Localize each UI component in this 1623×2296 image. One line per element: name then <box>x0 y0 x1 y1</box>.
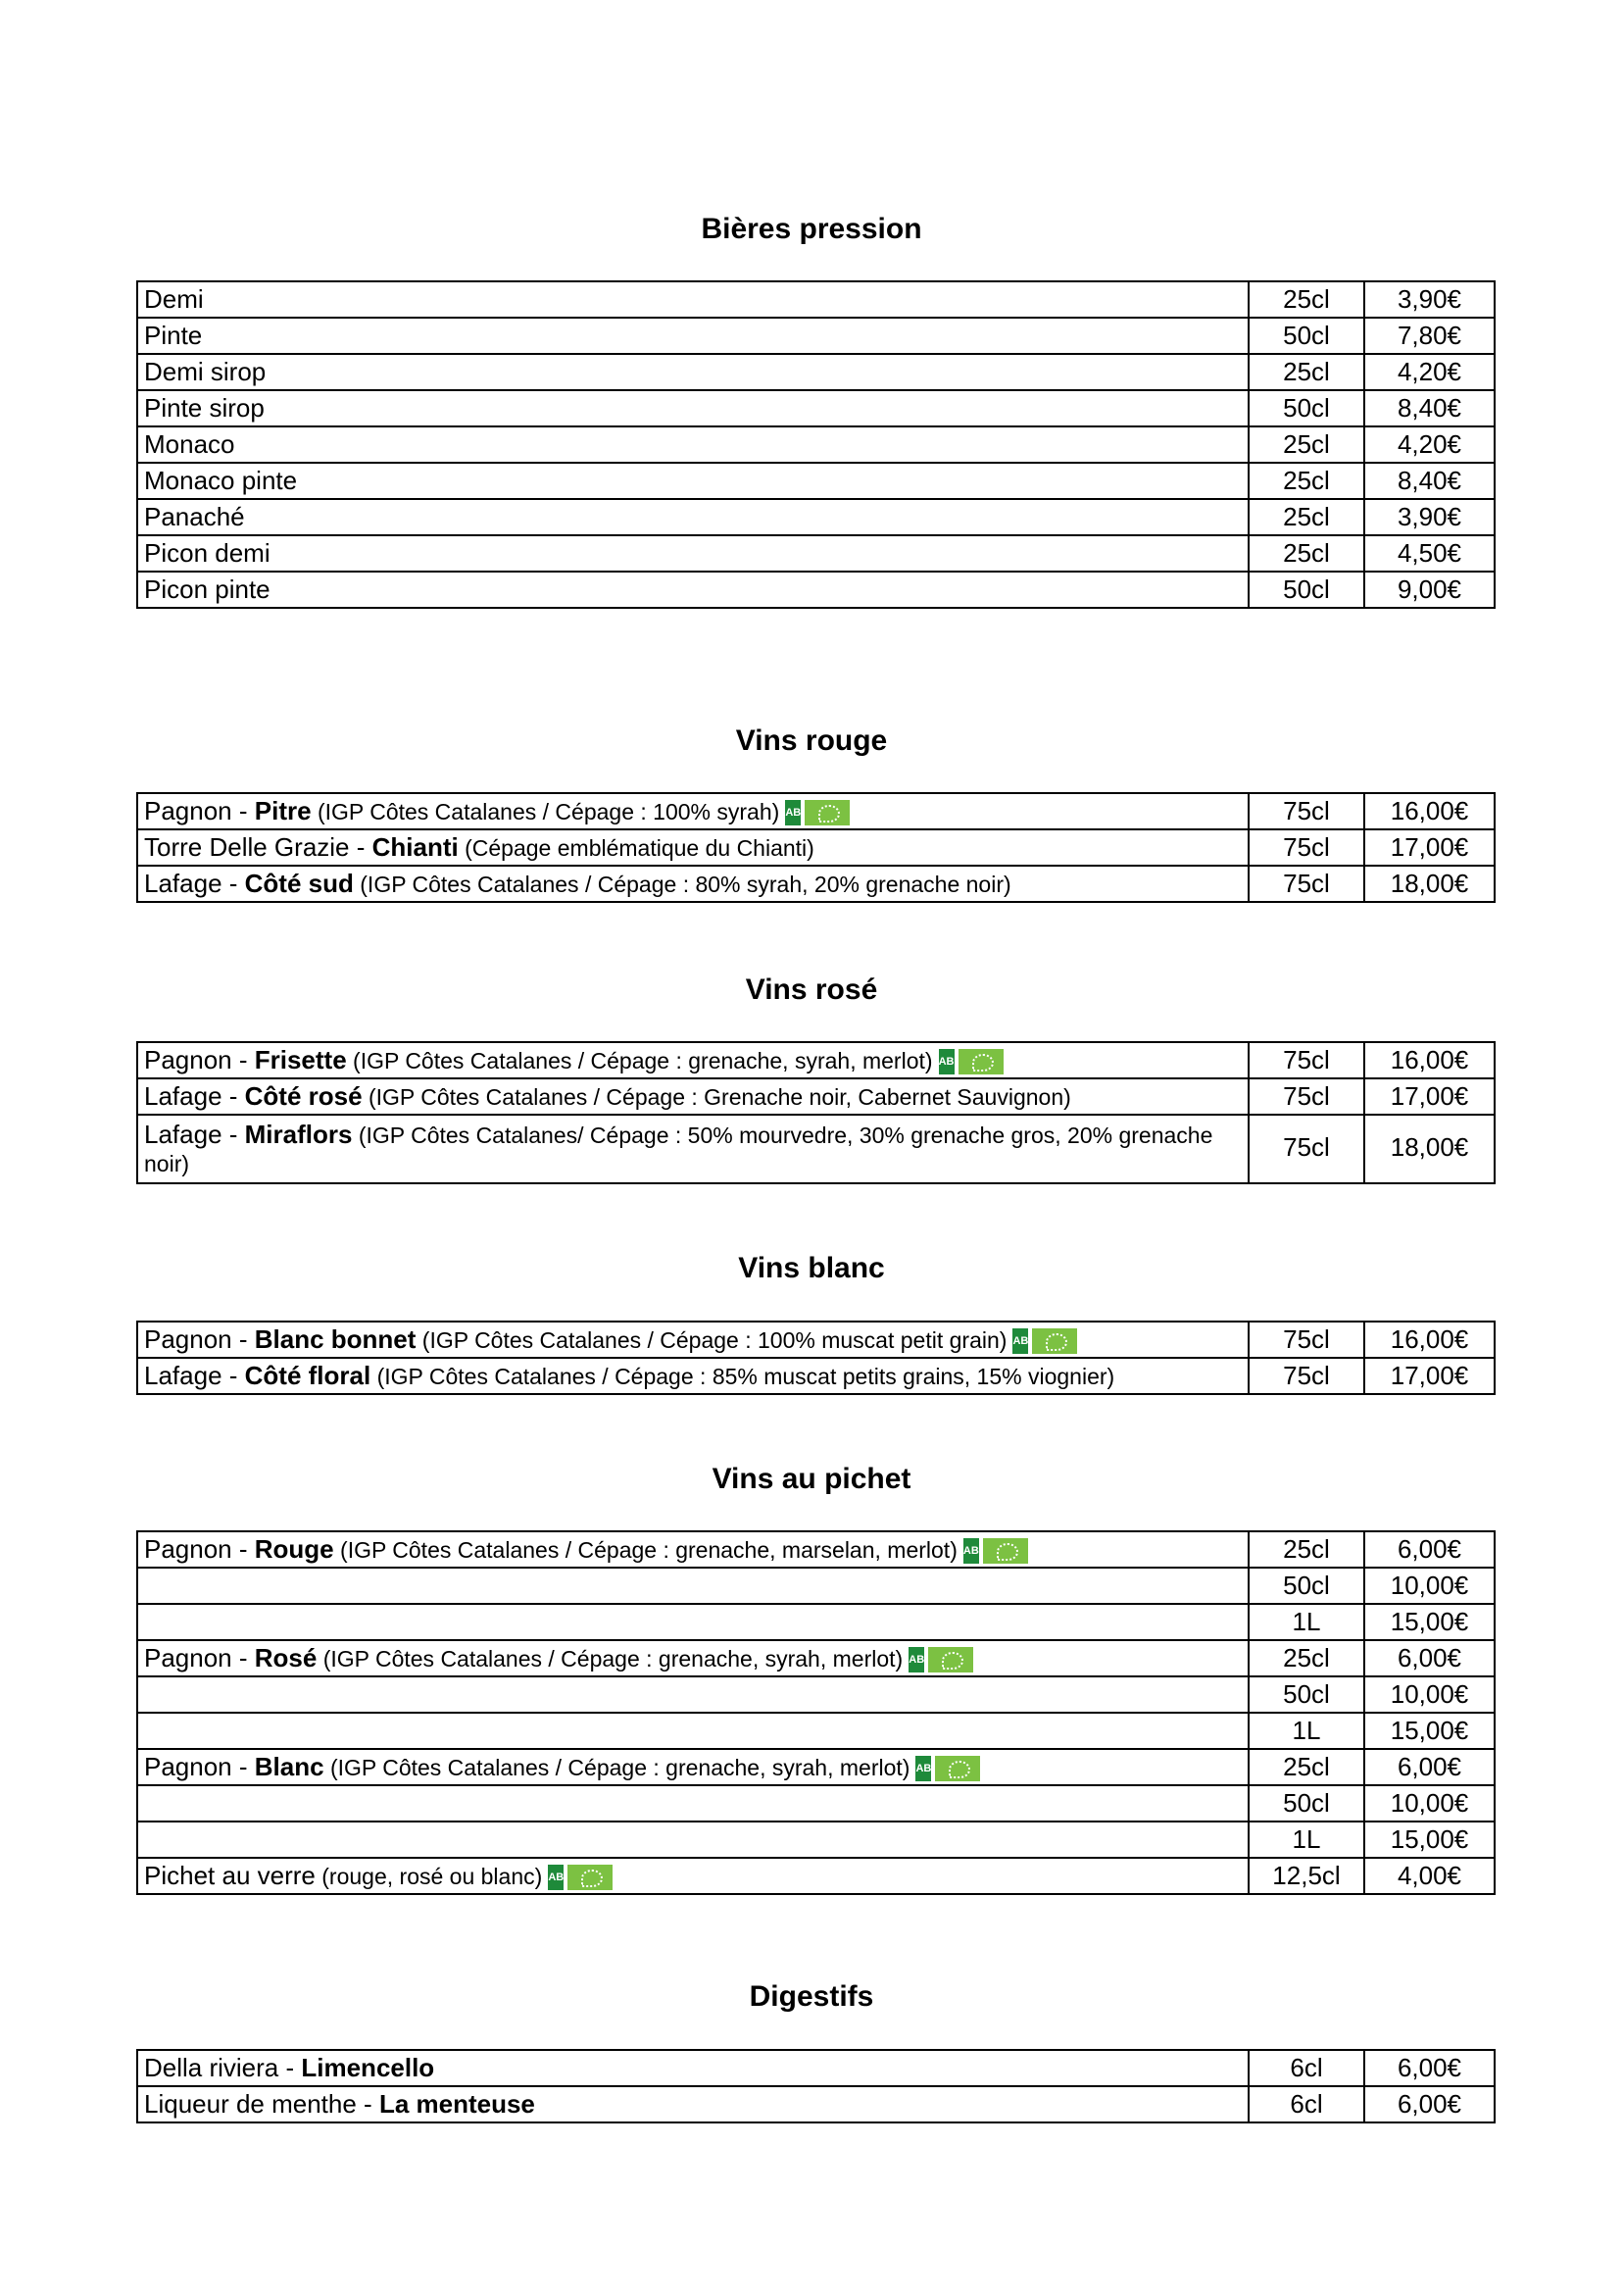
digestifs-table <box>136 2049 1496 2123</box>
wine-name: La menteuse <box>378 2089 535 2119</box>
wine-name: Miraflors <box>244 1120 353 1149</box>
item-price: 6,00€ <box>1364 1749 1495 1785</box>
wine-description: (rouge, rosé ou blanc) <box>315 1864 543 1889</box>
table-row <box>137 2050 1495 2086</box>
item-price: 17,00€ <box>1364 829 1495 866</box>
wine-description: (IGP Côtes Catalanes / Cépage : grenache, syrah, merlot) <box>346 1048 933 1073</box>
producer: Pagnon - <box>144 1752 255 1781</box>
wine-name: Chianti <box>371 832 459 862</box>
item-name <box>137 866 1249 902</box>
wine-name: Rouge <box>254 1534 334 1564</box>
item-name <box>137 1322 1249 1358</box>
item-volume: 25cl <box>1249 463 1364 499</box>
item-price: 17,00€ <box>1364 1078 1495 1115</box>
item-volume: 25cl <box>1249 1749 1364 1785</box>
item-volume: 75cl <box>1249 1042 1364 1078</box>
empty-cell <box>137 1785 1249 1822</box>
bieres-table <box>136 280 1496 609</box>
wine-description: (Cépage emblématique du Chianti) <box>458 835 814 861</box>
item-name: Demi <box>137 281 1249 318</box>
wine-description: (IGP Côtes Catalanes / Cépage : 85% muscat petits grains, 15% viognier) <box>370 1364 1115 1389</box>
table-row <box>137 463 1495 499</box>
table-row <box>137 390 1495 426</box>
item-price: 18,00€ <box>1364 866 1495 902</box>
producer: Lafage - <box>144 1081 245 1111</box>
wine-name: Côté floral <box>244 1361 371 1390</box>
item-price: 6,00€ <box>1364 2050 1495 2086</box>
blanc-table <box>136 1321 1496 1395</box>
item-name <box>137 1749 1249 1785</box>
table-row <box>137 866 1495 902</box>
wine-name: Côté rosé <box>244 1081 363 1111</box>
item-volume: 12,5cl <box>1249 1858 1364 1894</box>
item-price: 4,20€ <box>1364 354 1495 390</box>
wine-description: (IGP Côtes Catalanes / Cépage : grenache, marselan, merlot) <box>333 1537 958 1563</box>
item-name: Pinte sirop <box>137 390 1249 426</box>
wine-description: (IGP Côtes Catalanes/ Cépage : 50% mourvedre, 30% grenache gros, 20% grenache noir) <box>144 1123 1213 1176</box>
wine-name: Blanc bonnet <box>254 1324 417 1354</box>
section-title-rouge: Vins rouge <box>735 724 888 757</box>
item-volume: 25cl <box>1249 354 1364 390</box>
producer: Lafage - <box>144 1120 245 1149</box>
item-price: 18,00€ <box>1364 1115 1495 1183</box>
item-volume: 25cl <box>1249 535 1364 572</box>
table-row <box>137 829 1495 866</box>
item-price: 7,80€ <box>1364 318 1495 354</box>
item-name <box>137 829 1249 866</box>
table-row <box>137 1322 1495 1358</box>
table-row <box>137 281 1495 318</box>
item-price: 8,40€ <box>1364 390 1495 426</box>
organic-ab-eu-icon: AB <box>785 800 850 825</box>
wine-description: (IGP Côtes Catalanes / Cépage : 100% syrah) <box>311 799 780 824</box>
pichet-table <box>136 1530 1496 1895</box>
table-row <box>137 1531 1495 1568</box>
item-name <box>137 1115 1249 1183</box>
wine-name: Blanc <box>254 1752 324 1781</box>
table-row <box>137 499 1495 535</box>
section-title-pichet: Vins au pichet <box>712 1463 911 1495</box>
item-name <box>137 1042 1249 1078</box>
table-row <box>137 1749 1495 1785</box>
rose-table <box>136 1041 1496 1184</box>
item-volume: 25cl <box>1249 281 1364 318</box>
wine-description: (IGP Côtes Catalanes / Cépage : 100% muscat petit grain) <box>416 1327 1008 1353</box>
producer: Liqueur de menthe - <box>144 2089 379 2119</box>
table-row <box>137 1358 1495 1394</box>
item-volume: 50cl <box>1249 1785 1364 1822</box>
section-title-rose: Vins rosé <box>745 973 878 1006</box>
producer: Pagnon - <box>144 1534 255 1564</box>
wine-description: (IGP Côtes Catalanes / Cépage : Grenache noir, Cabernet Sauvignon) <box>362 1084 1071 1110</box>
table-row <box>137 2086 1495 2122</box>
item-volume: 50cl <box>1249 390 1364 426</box>
wine-name: Côté sud <box>244 869 354 898</box>
item-volume: 75cl <box>1249 866 1364 902</box>
item-name: Picon demi <box>137 535 1249 572</box>
item-volume: 1L <box>1249 1713 1364 1749</box>
item-price: 4,00€ <box>1364 1858 1495 1894</box>
section-title-digestifs: Digestifs <box>749 1980 874 2013</box>
wine-name: Pitre <box>254 796 312 825</box>
organic-ab-eu-icon: AB <box>909 1647 973 1672</box>
wine-name: Frisette <box>254 1045 347 1074</box>
item-name <box>137 1640 1249 1676</box>
section-title-blanc: Vins blanc <box>738 1252 885 1284</box>
item-price: 6,00€ <box>1364 1640 1495 1676</box>
table-row <box>137 318 1495 354</box>
item-name: Picon pinte <box>137 572 1249 608</box>
item-volume: 25cl <box>1249 1640 1364 1676</box>
item-name: Monaco pinte <box>137 463 1249 499</box>
item-name <box>137 1858 1249 1894</box>
item-price: 4,20€ <box>1364 426 1495 463</box>
organic-ab-eu-icon: AB <box>939 1049 1004 1074</box>
organic-ab-eu-icon: AB <box>1012 1328 1077 1354</box>
item-name: Panaché <box>137 499 1249 535</box>
organic-ab-eu-icon: AB <box>963 1538 1028 1564</box>
producer: Pagnon - <box>144 796 255 825</box>
item-price: 15,00€ <box>1364 1713 1495 1749</box>
wine-description: (IGP Côtes Catalanes / Cépage : grenache, syrah, merlot) <box>317 1646 904 1672</box>
item-price: 3,90€ <box>1364 499 1495 535</box>
item-volume: 50cl <box>1249 1568 1364 1604</box>
item-price: 10,00€ <box>1364 1676 1495 1713</box>
item-volume: 75cl <box>1249 829 1364 866</box>
item-volume: 25cl <box>1249 1531 1364 1568</box>
item-price: 6,00€ <box>1364 2086 1495 2122</box>
glass-name: Pichet au verre <box>144 1861 316 1890</box>
wine-description: (IGP Côtes Catalanes / Cépage : 80% syrah, 20% grenache noir) <box>353 872 1011 897</box>
item-volume: 75cl <box>1249 1078 1364 1115</box>
item-price: 17,00€ <box>1364 1358 1495 1394</box>
table-row <box>137 1822 1495 1858</box>
item-price: 3,90€ <box>1364 281 1495 318</box>
wine-description: (IGP Côtes Catalanes / Cépage : grenache, syrah, merlot) <box>323 1755 910 1780</box>
table-row <box>137 1604 1495 1640</box>
table-row <box>137 793 1495 829</box>
item-name <box>137 1358 1249 1394</box>
item-price: 10,00€ <box>1364 1785 1495 1822</box>
producer: Della riviera - <box>144 2053 302 2082</box>
item-volume: 1L <box>1249 1822 1364 1858</box>
item-volume: 1L <box>1249 1604 1364 1640</box>
empty-cell <box>137 1822 1249 1858</box>
item-price: 15,00€ <box>1364 1604 1495 1640</box>
item-price: 15,00€ <box>1364 1822 1495 1858</box>
item-price: 16,00€ <box>1364 1042 1495 1078</box>
empty-cell <box>137 1676 1249 1713</box>
item-name: Pinte <box>137 318 1249 354</box>
item-volume: 75cl <box>1249 1322 1364 1358</box>
item-volume: 75cl <box>1249 1358 1364 1394</box>
organic-ab-eu-icon: AB <box>548 1865 613 1890</box>
item-name: Monaco <box>137 426 1249 463</box>
table-row <box>137 1676 1495 1713</box>
item-name: Demi sirop <box>137 354 1249 390</box>
item-volume: 6cl <box>1249 2086 1364 2122</box>
table-row <box>137 1568 1495 1604</box>
item-volume: 75cl <box>1249 1115 1364 1183</box>
wine-name: Rosé <box>254 1643 318 1672</box>
item-price: 6,00€ <box>1364 1531 1495 1568</box>
item-name <box>137 2086 1249 2122</box>
section-title-bieres: Bières pression <box>701 213 922 245</box>
table-row <box>137 535 1495 572</box>
item-price: 9,00€ <box>1364 572 1495 608</box>
item-volume: 25cl <box>1249 426 1364 463</box>
table-row <box>137 354 1495 390</box>
table-row <box>137 1115 1495 1183</box>
item-name <box>137 1078 1249 1115</box>
organic-ab-eu-icon: AB <box>915 1756 980 1781</box>
producer: Lafage - <box>144 869 245 898</box>
table-row <box>137 1713 1495 1749</box>
item-name <box>137 2050 1249 2086</box>
empty-cell <box>137 1713 1249 1749</box>
table-row <box>137 1078 1495 1115</box>
item-volume: 50cl <box>1249 572 1364 608</box>
wine-name: Limencello <box>301 2053 435 2082</box>
empty-cell <box>137 1568 1249 1604</box>
table-row <box>137 1042 1495 1078</box>
item-price: 16,00€ <box>1364 793 1495 829</box>
item-price: 16,00€ <box>1364 1322 1495 1358</box>
producer: Pagnon - <box>144 1643 255 1672</box>
item-volume: 25cl <box>1249 499 1364 535</box>
item-volume: 75cl <box>1249 793 1364 829</box>
item-volume: 50cl <box>1249 1676 1364 1713</box>
producer: Lafage - <box>144 1361 245 1390</box>
table-row <box>137 1640 1495 1676</box>
item-volume: 50cl <box>1249 318 1364 354</box>
producer: Pagnon - <box>144 1324 255 1354</box>
item-name <box>137 1531 1249 1568</box>
producer: Pagnon - <box>144 1045 255 1074</box>
rouge-table <box>136 792 1496 903</box>
item-price: 8,40€ <box>1364 463 1495 499</box>
empty-cell <box>137 1604 1249 1640</box>
producer: Torre Delle Grazie - <box>144 832 372 862</box>
item-volume: 6cl <box>1249 2050 1364 2086</box>
table-row <box>137 572 1495 608</box>
table-row <box>137 1785 1495 1822</box>
item-price: 10,00€ <box>1364 1568 1495 1604</box>
item-price: 4,50€ <box>1364 535 1495 572</box>
table-row <box>137 426 1495 463</box>
table-row <box>137 1858 1495 1894</box>
item-name <box>137 793 1249 829</box>
